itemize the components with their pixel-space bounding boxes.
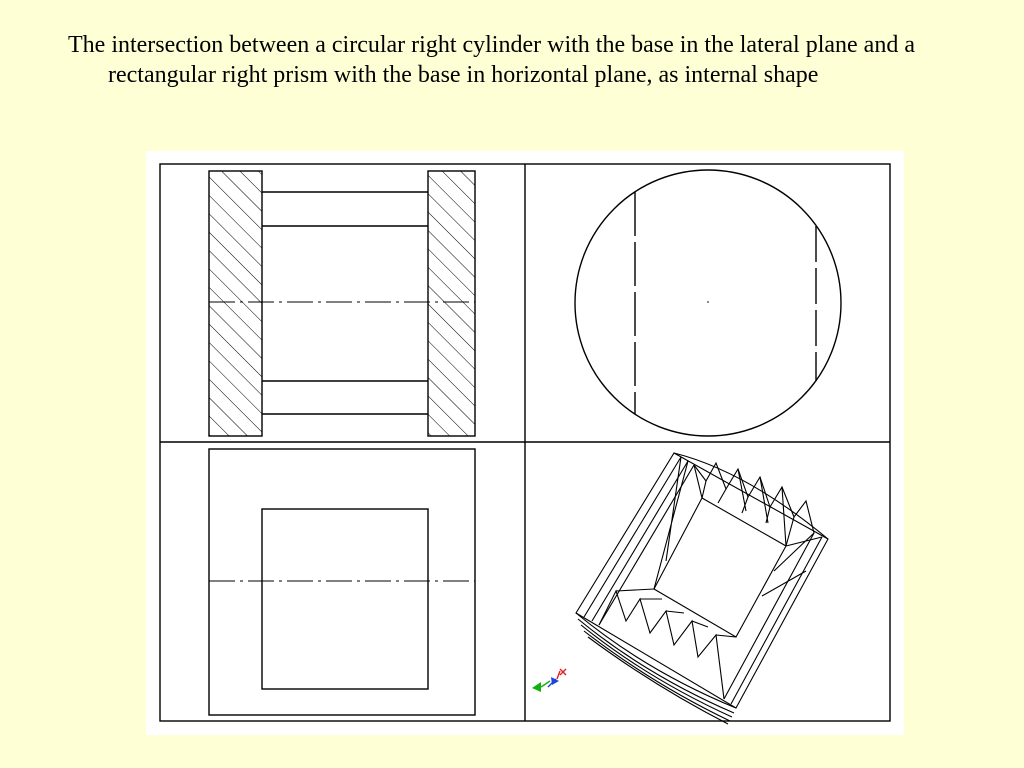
ucs-x-axis (557, 671, 560, 679)
front-view-section (209, 171, 475, 436)
isometric-view (576, 453, 828, 724)
top-view (209, 449, 475, 715)
ucs-icon (532, 669, 566, 692)
technical-drawing (146, 151, 904, 735)
drawing-frame (160, 164, 890, 721)
ucs-y-arrow (532, 682, 541, 692)
side-view (575, 170, 841, 436)
slide-caption: The intersection between a circular right cylinder with the base in the lateral plane and a rectangular right prism with the base in horizontal plane, as internal shape (68, 32, 915, 88)
